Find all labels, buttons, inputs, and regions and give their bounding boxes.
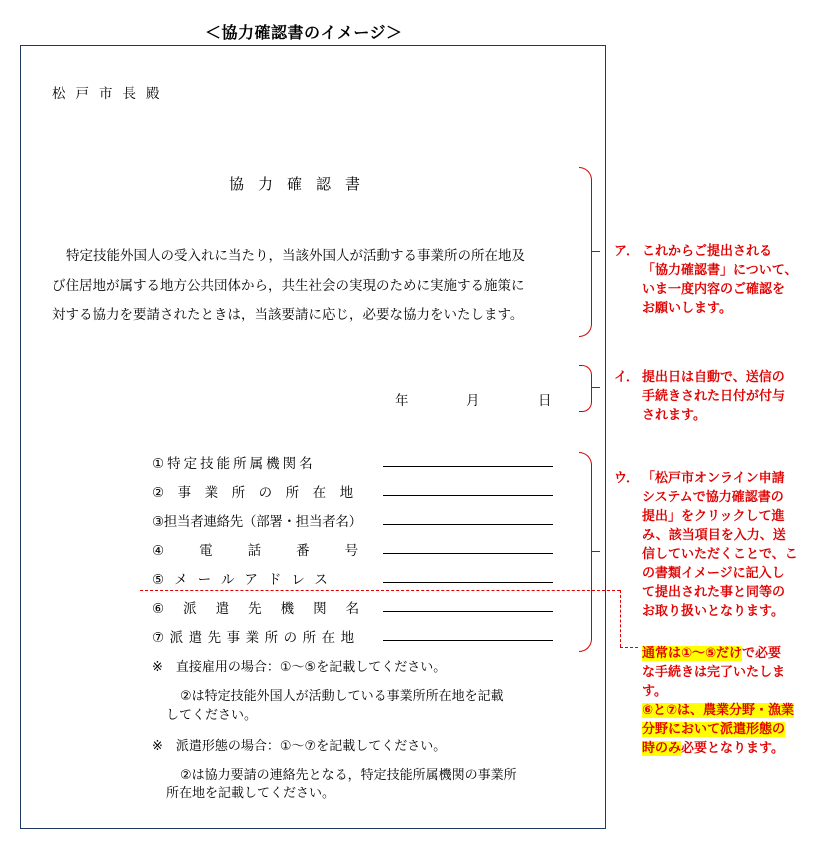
note-direct: ※ 直接雇用の場合：①～⑤を記載してください。 [152,660,447,675]
annotation-a-line-2: 「協力確認書」について、 [642,263,798,278]
annotation-a-line-1: これからご提出される [642,244,773,259]
annotation-a [614,242,797,318]
field-line-4 [383,553,553,554]
annotation-a-marker: ア． [614,244,639,259]
annotation-u-line-2: システムで協力確認書の [642,490,784,505]
document-title: 協力確認書 [229,175,375,193]
annotation-u-line-7: て提出された事と同等の [642,585,786,600]
annotation-a-line-3: いま一度内容のご確認を [642,282,786,297]
annotation-u-line-5: 信していただくことで、こ [642,547,798,562]
addressee: 松戸市長殿 [52,86,170,102]
brace-u-tip [592,551,600,552]
note-dispatch-sub: ②は協力要請の連絡先となる，特定技能所属機関の事業所 [180,768,517,783]
annotation-u-line-3: 提出」をクリックして進 [642,509,785,524]
field-line-7 [383,640,553,641]
annotation-i-line-1: 提出日は自動で、送信の [642,370,785,385]
brace-i-tip [592,387,600,388]
field-line-6 [383,611,553,612]
field-line-2 [383,495,553,496]
annotation-note-line-6: 必要となります。 [681,741,784,756]
annotation-u-line-1: 「松戸市オンライン申請 [642,471,785,486]
annotation-note-line-5: 分野において派遣形態の [642,722,786,737]
brace-a-tip [592,251,600,252]
body-line-3: 対する協力を要請されたときは，当該要請に応じ，必要な協力をいたします。 [52,307,524,323]
date-day: 日 [538,393,552,409]
annotation-i-marker: イ． [614,370,639,385]
annotation-note-highlight-1: 通常は①～⑤だけ [642,646,743,661]
note-dispatch-sub-cont: 所在地を記載してください。 [166,786,336,801]
field-label-6: ⑥派遣先機関名 [152,601,379,617]
field-label-7: ⑦派遣先事業所の所在地 [152,630,360,646]
annotation-note-line-2: な手続きは完了いたしま [642,665,786,680]
annotation-i-line-3: されます。 [642,408,706,423]
field-line-1 [383,466,553,467]
annotation-i [614,368,785,425]
annotation-note-line-4: ⑥と⑦は、農業分野・漁業 [642,703,795,718]
document-frame [20,45,606,829]
note-dispatch: ※ 派遣形態の場合：①～⑦を記載してください。 [152,739,447,754]
annotation-u [614,469,798,621]
field-line-3 [383,524,553,525]
note-direct-sub-cont: してください。 [166,708,258,723]
brace-u [579,452,592,652]
brace-a [579,167,592,337]
page-heading: ＜協力確認書のイメージ＞ [205,23,403,42]
field-label-2: ②事業所の所在地 [152,485,367,501]
field-line-5 [383,582,553,583]
dispatch-separator-dashed-line [140,590,620,591]
annotation-note-line-1: で必要 [742,646,782,661]
annotation-u-marker: ウ． [614,471,639,486]
brace-i [579,365,592,412]
note-direct-sub: ②は特定技能外国人が活動している事業所所在地を記載 [180,689,504,704]
annotation-note-line-3: す。 [642,684,667,699]
body-line-2: び住居地が属する地方公共団体から，共生社会の実現のために実施する施策に [52,278,525,294]
annotation-i-line-2: 手続きされた日付が付与 [642,389,786,404]
annotation-u-line-8: お取り扱いとなります。 [642,604,784,619]
annotation-u-line-4: み、該当項目を入力、送 [642,528,786,543]
annotation-note-highlight-2: 時のみ [642,741,682,756]
field-label-4: ④電話番号 [152,543,394,559]
field-label-5: ⑤メールアドレス [152,572,338,588]
body-line-1: 特定技能外国人の受入れに当たり，当該外国人が活動する事業所の所在地及 [66,248,525,264]
annotation-note [642,644,794,758]
note-connector-horizontal [620,647,638,648]
field-label-1: ①特定技能所属機関名 [152,456,316,472]
annotation-u-line-6: の書類イメージに記入し [642,566,785,581]
annotation-a-line-4: お願いします。 [642,301,732,316]
field-label-3: ③担当者連絡先（部署・担当者名） [152,514,362,530]
date-year: 年 [395,393,409,409]
date-month: 月 [466,393,480,409]
